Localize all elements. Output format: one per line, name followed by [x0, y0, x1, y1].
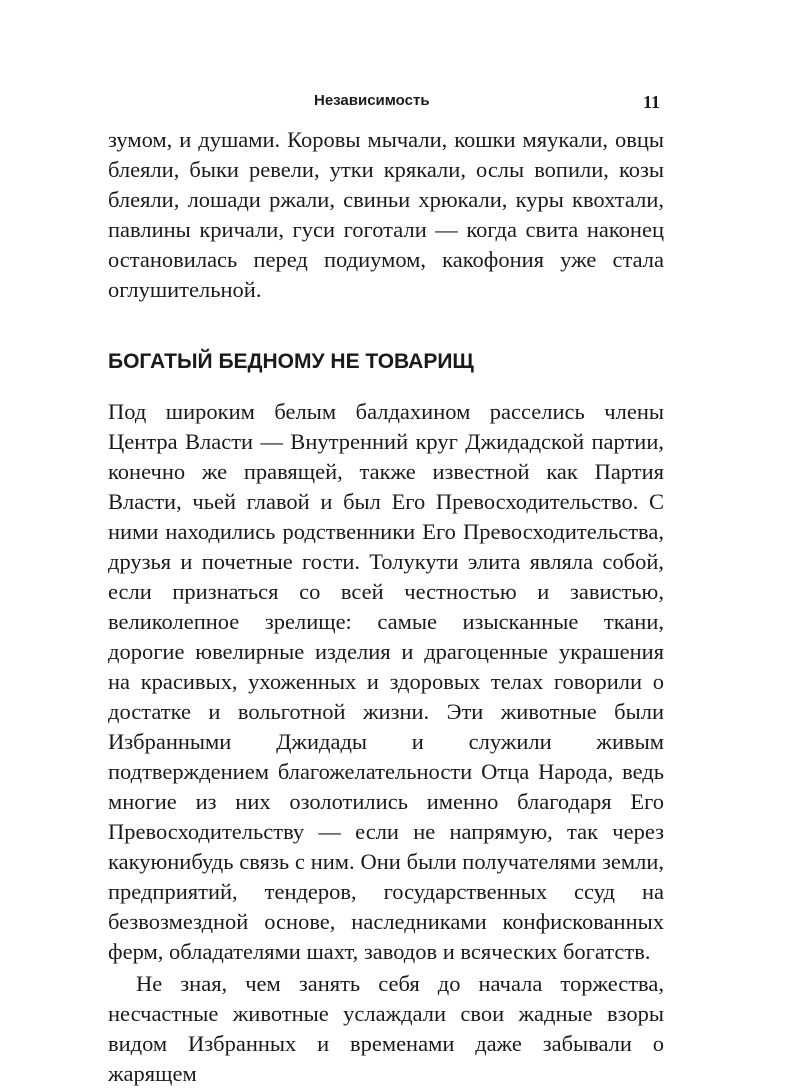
section-heading: БОГАТЫЙ БЕДНОМУ НЕ ТОВАРИЩ [108, 350, 474, 373]
book-page [108, 84, 664, 1089]
paragraph-second: Не зная, чем занять себя до начала торжества, несчастные животные услаждали свои жадные взоры видом Избранных и временами даже забывали о жарящем [108, 971, 664, 1086]
paragraph-continued: зумом, и душами. Коровы мычали, кошки мяукали, овцы блеяли, быки ревели, утки крякали, ослы вопили, козы блеяли, лошади ржали, свиньи хрюкали, куры квохтали, павлины кричали, гуси гоготали — когда свита наконец остановилась перед подиумом, какофония уже стала оглушительной. [108, 127, 664, 302]
paragraph-first: Под широким белым балдахином расселись члены Центра Власти — Внутренний круг Джидадской партии, конечно же правящей, также известной как Партия Власти, чьей главой и был Его Превосходительство. С ними находились родственники Его Превосходительства, друзья и почетные гости. Толукути элита являла собой, если признаться со всей честностью и завистью, великолепное зрелище: самые изысканные ткани, дорогие ювелирные изделия и драгоценные украшения на красивых, ухоженных и здоровых телах говорили о достатке и вольготной жизни. Эти животные были Избранными Джидады и служили живым подтверждением благожелательности Отца Народа, ведь многие из них озолотились именно благодаря Его Превосходительству — если не напрямую, так через какуюнибудь связь с ним. Они были получателями земли, предприятий, тендеров, государственных ссуд на безвозмездной основе, наследниками конфискованных ферм, обладателями шахт, заводов и всяческих богатств. [108, 399, 664, 964]
page-number: 11 [642, 92, 660, 112]
running-head [108, 84, 664, 116]
running-title: Независимость [314, 92, 430, 109]
